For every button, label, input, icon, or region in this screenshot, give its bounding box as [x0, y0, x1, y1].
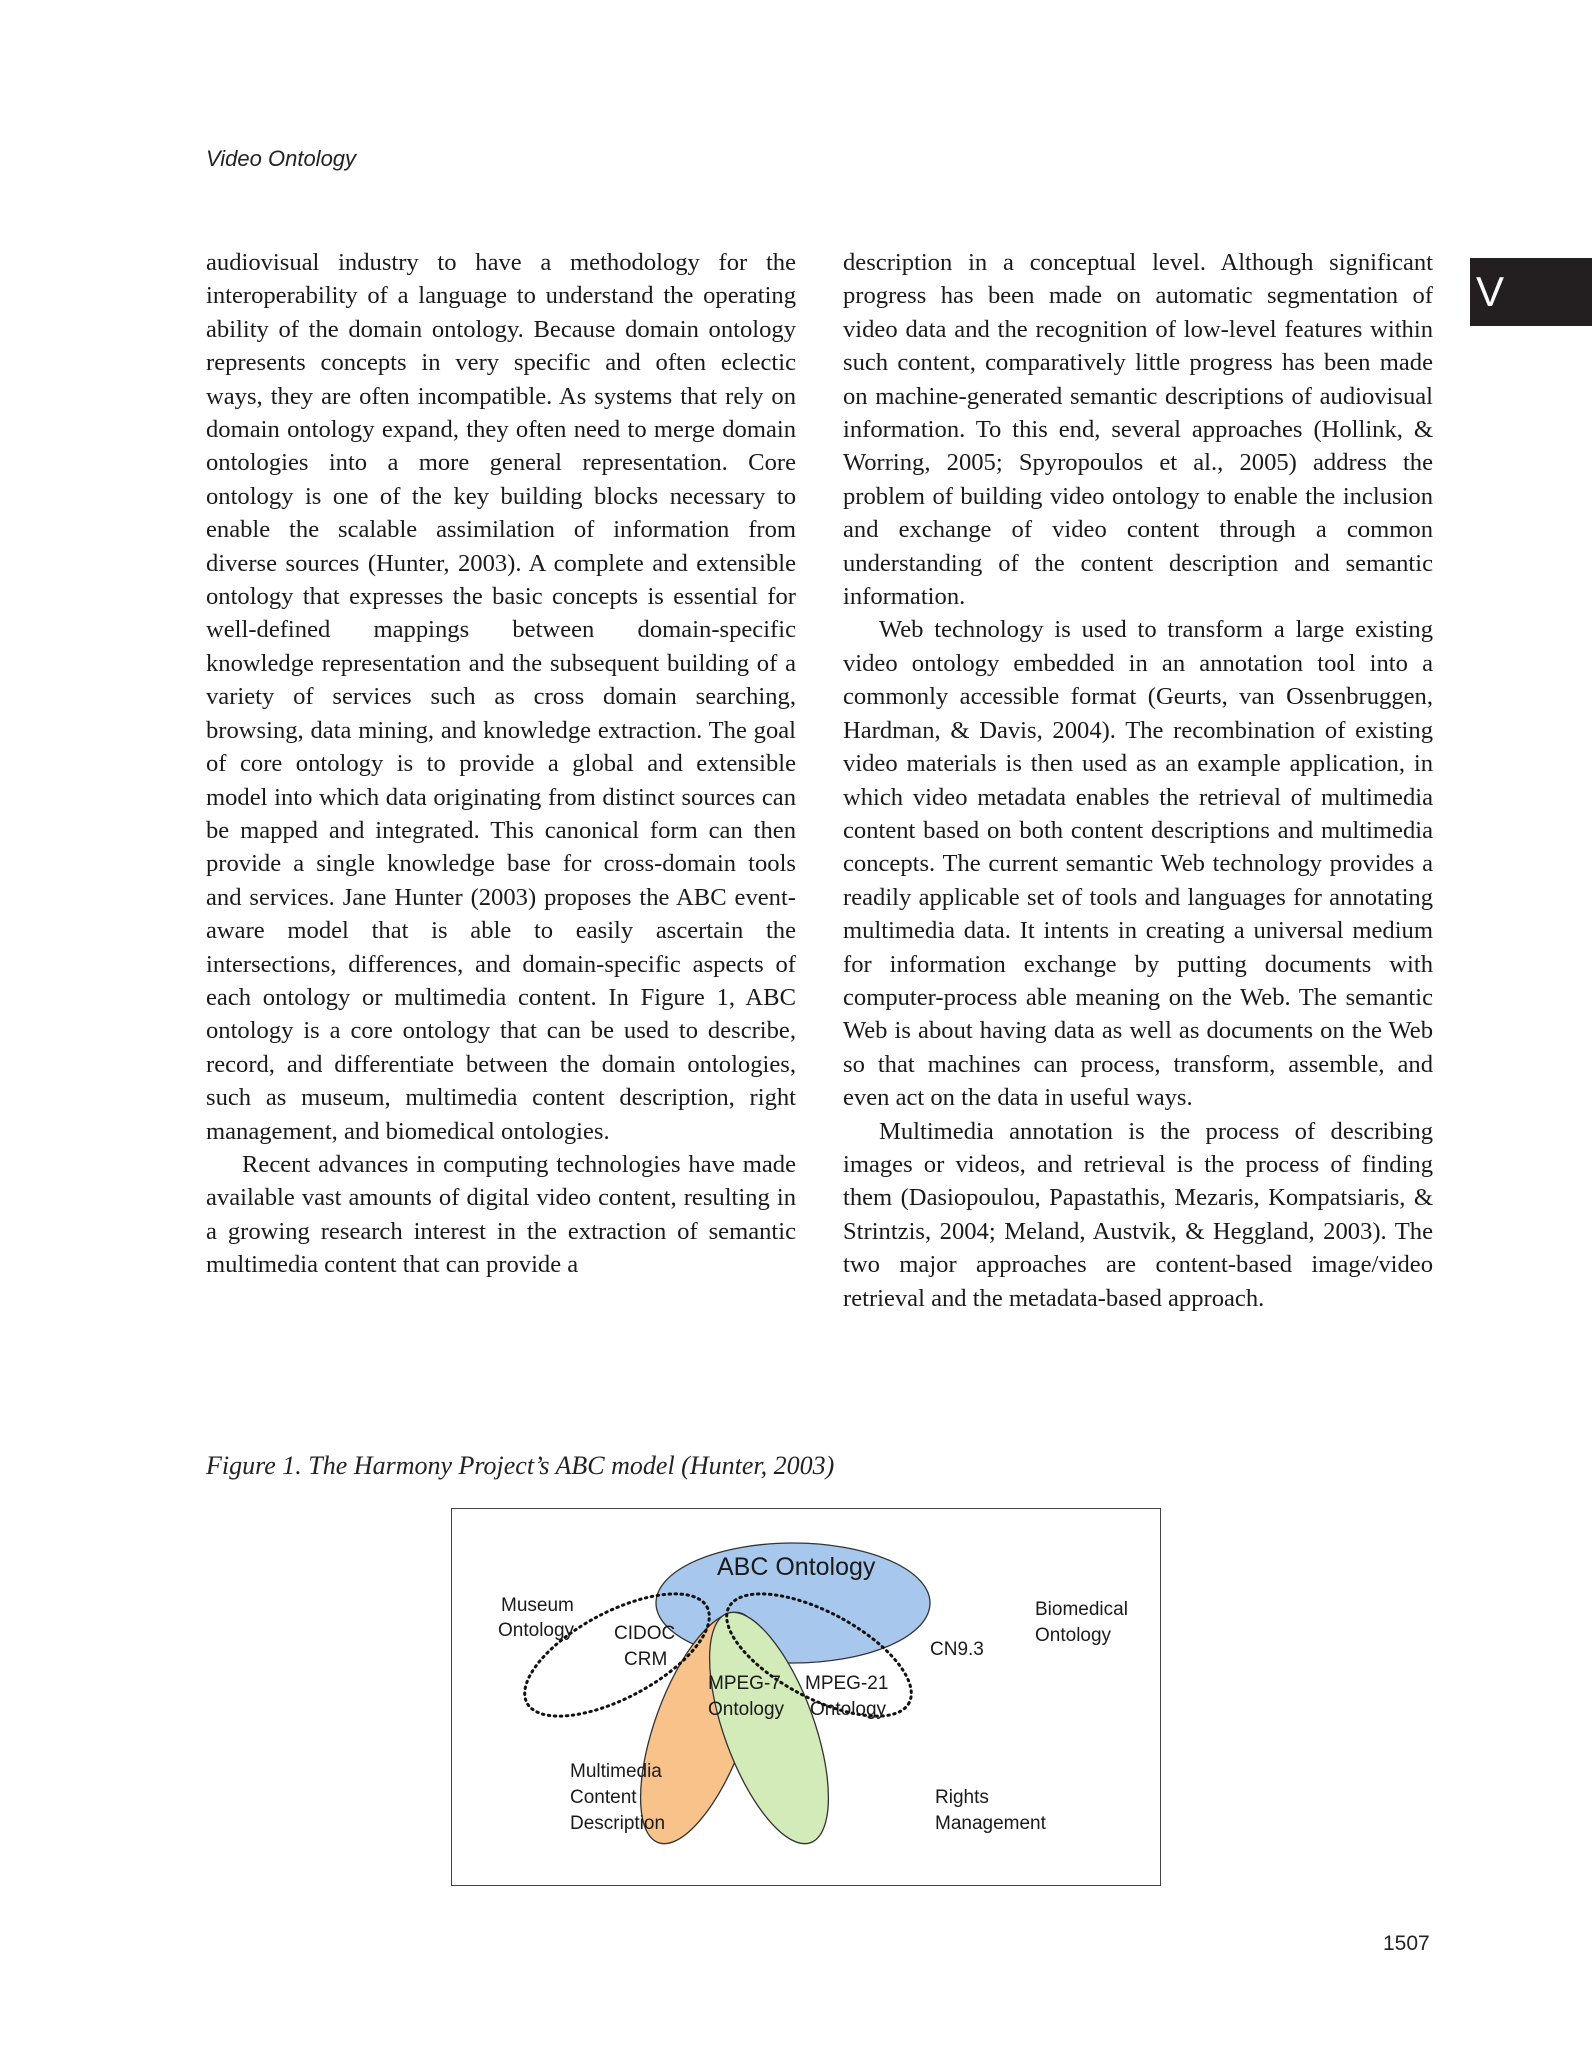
right-paragraph-1: description in a conceptual level. Although significant progress has been made on automatic segmentation of video data and the recognition of low-level features within such content, comparatively little progress has been made on machine-generated semantic descriptions of audiovisual information. To this end, several approaches (Hollink, & Worring, 2005; Spyropoulos et al., 2005) address the problem of building video ontology to enable the inclusion and exchange of video content through a common understanding of the content description and semantic information. — [843, 249, 1433, 611]
multimedia-label-line2: Content — [570, 1787, 637, 1808]
multimedia-label-line1: Multimedia — [570, 1761, 662, 1782]
running-title: Video Ontology — [206, 146, 357, 171]
right-paragraph-2: Web technology is used to transform a large existing video ontology embedded in an annotation tool into a commonly accessible format (Geurts, van Ossenbruggen, Hardman, & Davis, 2004). The recombination of existing video materials is then used as an example application, in which video metadata enables the retrieval of multimedia content based on both content descriptions and multimedia concepts. The current semantic Web technology provides a readily applicable set of tools and languages for annotating multimedia data. It intents in creating a universal medium for information exchange by putting documents with computer-process able meaning on the Web. The semantic Web is about having data as well as documents on the Web so that machines can process, transform, assemble, and even act on the data in useful ways. — [843, 616, 1433, 1112]
figure-diagram — [451, 1508, 1161, 1886]
abc-ontology-label: ABC Ontology — [717, 1553, 876, 1581]
museum-label-line1: Museum — [501, 1595, 574, 1616]
biomedical-label-line2: Ontology — [1035, 1625, 1112, 1646]
cidoc-label-line2: CRM — [624, 1649, 668, 1670]
mpeg21-label-line2: Ontology — [810, 1699, 887, 1720]
cn93-label: CN9.3 — [930, 1639, 984, 1660]
rights-label-line1: Rights — [935, 1787, 989, 1808]
museum-label-line2: Ontology — [498, 1620, 575, 1641]
multimedia-label-line3: Description — [570, 1813, 666, 1834]
section-tab — [1470, 258, 1592, 326]
page-number: 1507 — [1383, 1932, 1430, 1955]
figure-caption: Figure 1. The Harmony Project’s ABC model (Hunter, 2003) — [206, 1451, 835, 1480]
rights-label-line2: Management — [935, 1813, 1046, 1834]
right-column — [843, 246, 1433, 1315]
biomedical-label-line1: Biomedical — [1035, 1599, 1128, 1620]
left-paragraph-1: audiovisual industry to have a methodology for the interoperability of a language to understand the operating ability of the domain ontology. Because domain ontology represents concepts in very specific and often eclectic ways, they are often incompatible. As systems that rely on domain ontology expand, they often need to merge domain ontologies into a more general representation. Core ontology is one of the key building blocks necessary to enable the scalable assimilation of information from diverse sources (Hunter, 2003). A complete and extensible ontology that expresses the basic concepts is essential for well-defined mappings between domain-specific knowledge representation and the subsequent building of a variety of services such as cross domain searching, browsing, data mining, and knowledge extraction. The goal of core ontology is to provide a global and extensible model into which data originating from distinct sources can be mapped and integrated. This canonical form can then provide a single knowledge base for cross-domain tools and services. Jane Hunter (2003) proposes the ABC event-aware model that is able to easily ascertain the intersections, differences, and domain-specific aspects of each ontology or multimedia content. In Figure 1, ABC ontology is a core ontology that can be used to describe, record, and differentiate between the domain ontologies, such as museum, multimedia content description, right management, and biomedical ontologies. — [206, 249, 796, 1145]
mpeg7-label-line1: MPEG-7 — [708, 1673, 781, 1694]
left-paragraph-2: Recent advances in computing technologies have made available vast amounts of digital video content, resulting in a growing research interest in the extraction of semantic multimedia content that can provide a — [206, 1150, 796, 1279]
left-column — [206, 246, 796, 1282]
cidoc-label-line1: CIDOC — [614, 1623, 676, 1644]
section-tab-letter: V — [1476, 268, 1505, 315]
abc-model-diagram — [452, 1509, 1162, 1887]
right-paragraph-3: Multimedia annotation is the process of describing images or videos, and retrieval is the process of finding them (Dasiopoulou, Papastathis, Mezaris, Kompatsiaris, & Strintzis, 2004; Meland, Austvik, & Heggland, 2003). The two major approaches are content-based image/video retrieval and the metadata-based approach. — [843, 1117, 1433, 1312]
mpeg21-label-line1: MPEG-21 — [805, 1673, 889, 1694]
mpeg7-label-line2: Ontology — [708, 1699, 785, 1720]
